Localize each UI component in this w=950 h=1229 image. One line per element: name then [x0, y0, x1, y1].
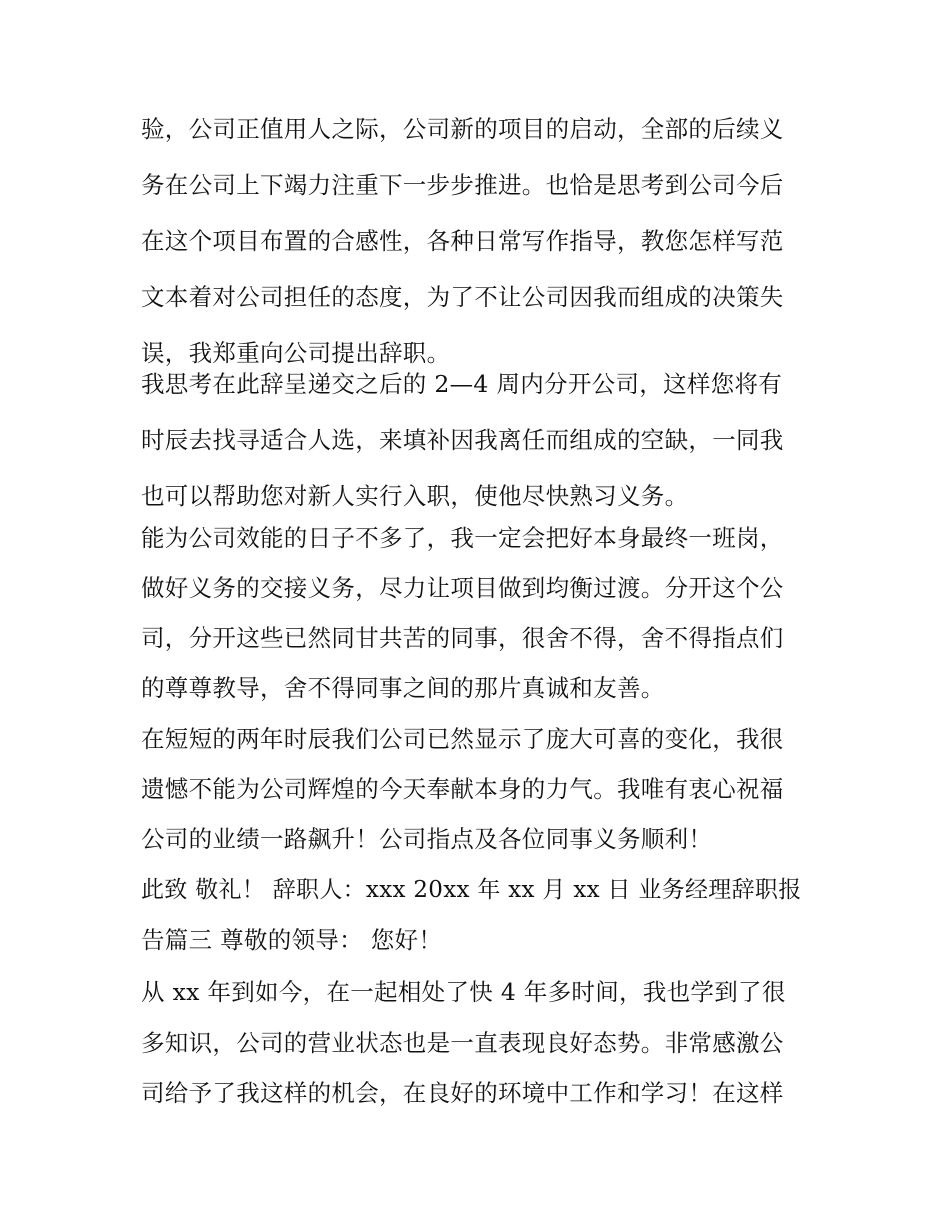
text-line: 在这个项目布置的合感性，各种日常写作指导，教您怎样写范 [141, 227, 784, 255]
text-line: 能为公司效能的日子不多了，我一定会把好本身最终一班岗， [141, 524, 784, 552]
text-line: 也可以帮助您对新人实行入职，使他尽快熟习义务。 [141, 482, 689, 510]
text-line: 我思考在此辞呈递交之后的 2—4 周内分开公司，这样您将有 [141, 370, 783, 398]
text-line: 误，我郑重向公司提出辞职。 [141, 339, 451, 367]
text-line: 遗憾不能为公司辉煌的今天奉献本身的力气。我唯有衷心祝福 [141, 775, 784, 803]
text-line: 公司的业绩一路飙升！公司指点及各位同事义务顺利！ [141, 825, 713, 853]
text-line: 做好义务的交接义务，尽力让项目做到均衡过渡。分开这个公 [141, 574, 784, 602]
text-line: 多知识，公司的营业状态也是一直表现良好态势。非常感激公 [141, 1029, 784, 1057]
text-line: 文本着对公司担任的态度，为了不让公司因我而组成的决策失 [141, 283, 784, 311]
text-line: 的尊尊教导，舍不得同事之间的那片真诚和友善。 [141, 674, 665, 702]
text-line: 在短短的两年时辰我们公司已然显示了庞大可喜的变化，我很 [141, 725, 784, 753]
text-line: 从 xx 年到如今，在一起相处了快 4 年多时间，我也学到了很 [141, 978, 786, 1006]
text-line: 验，公司正值用人之际，公司新的项目的启动，全部的后续义 [141, 115, 784, 143]
text-line: 司，分开这些已然同甘共苦的同事，很舍不得，舍不得指点们 [141, 624, 784, 652]
text-line: 此致 敬礼！ 辞职人：xxx 20xx 年 xx 月 xx 日 业务经理辞职报 [141, 877, 802, 903]
text-line: 告篇三 尊敬的领导： 您好！ [141, 926, 443, 954]
text-line: 时辰去找寻适合人选，来填补因我离任而组成的空缺，一同我 [141, 426, 784, 454]
text-line: 司给予了我这样的机会，在良好的环境中工作和学习！在这样 [141, 1079, 784, 1107]
text-line: 务在公司上下竭力注重下一步步推进。也恰是思考到公司今后 [141, 171, 784, 199]
